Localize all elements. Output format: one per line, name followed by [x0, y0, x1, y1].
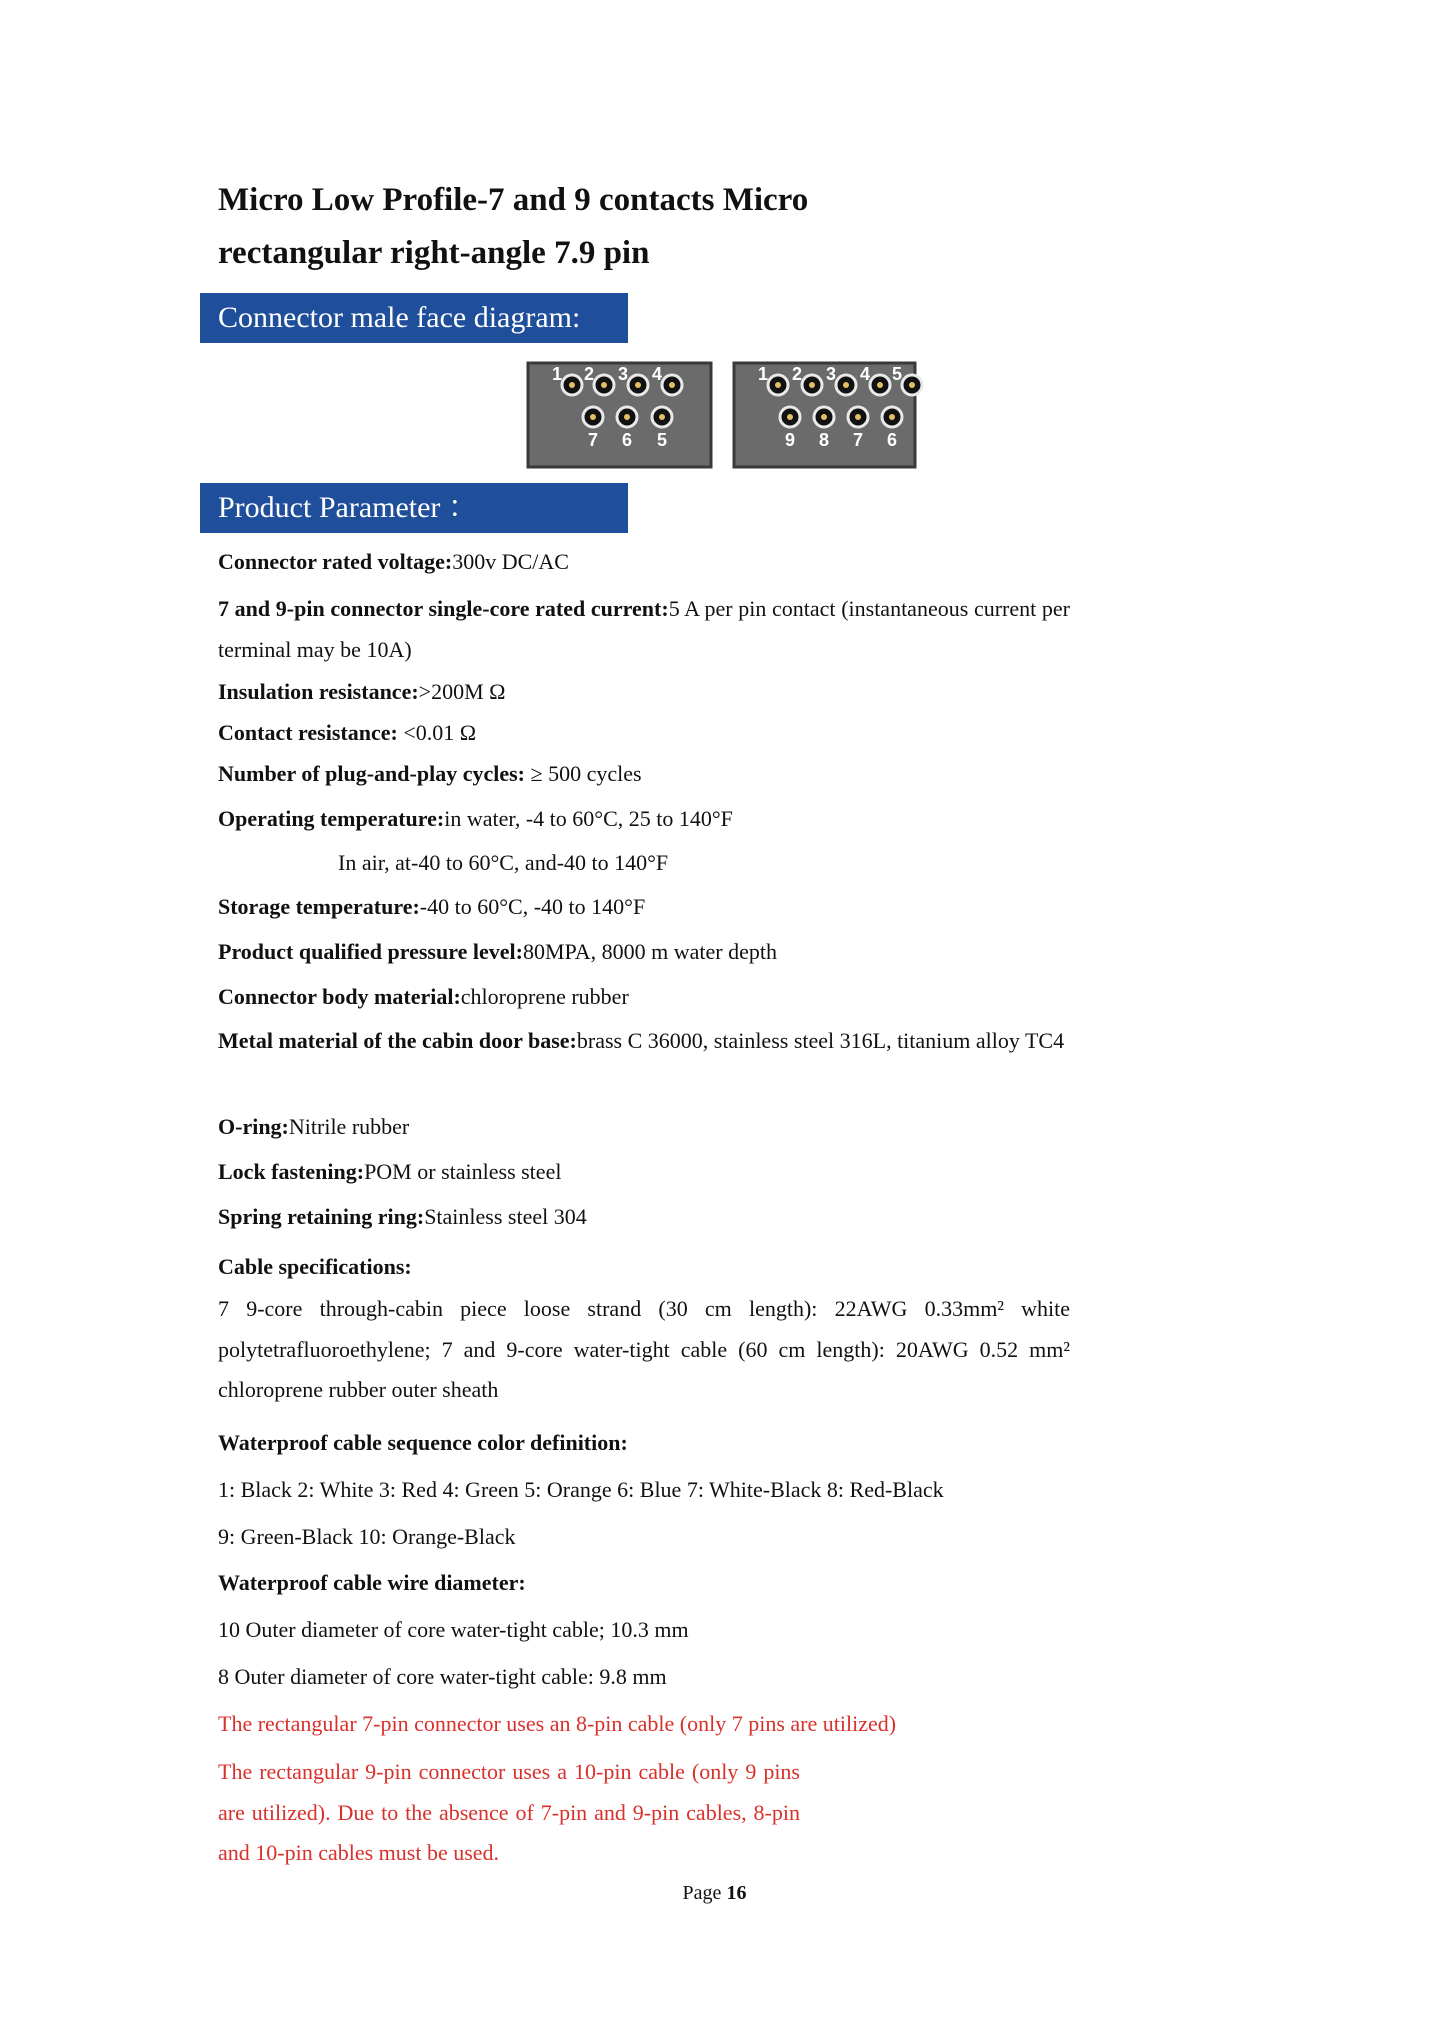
- pin9-top-1-center: [775, 382, 781, 388]
- param-operating-temp-label: Operating temperature:: [218, 806, 445, 831]
- param-operating-temp: [218, 804, 733, 834]
- note-7pin: The rectangular 7-pin connector uses an 8-pin cable (only 7 pins are utilized): [218, 1711, 897, 1736]
- section-banner-diagram: Connector male face diagram:: [200, 293, 628, 343]
- pin9-bottom-7-label: 7: [852, 430, 864, 450]
- pin9-top-4-label: 4: [859, 364, 871, 384]
- pin9-top-5-label: 5: [891, 364, 903, 384]
- pin7-top-1-label: 1: [551, 364, 563, 384]
- param-cycles-label: Number of plug-and-play cycles:: [218, 761, 525, 786]
- pin9-bottom-9-label: 9: [784, 430, 796, 450]
- cable-diameter-heading: Waterproof cable wire diameter:: [218, 1570, 526, 1595]
- note-9pin: The rectangular 9-pin connector uses a 10-pin cable (only 9 pins are utilized). Due to the absence of 7-pin and 9-pin cables, 8-pin and 10-pin cables must be used.: [218, 1759, 800, 1865]
- param-pressure: [218, 937, 777, 967]
- param-body-material: [218, 982, 629, 1012]
- cable-color-line2: 9: Green-Black 10: Orange-Black: [218, 1524, 516, 1549]
- page-footer: [0, 1882, 1429, 1905]
- param-voltage-label: Connector rated voltage:: [218, 549, 453, 574]
- pin9-top-3-center: [843, 382, 849, 388]
- param-storage-temp-value: -40 to 60°C, -40 to 140°F: [419, 894, 646, 919]
- param-lock-value: POM or stainless steel: [364, 1159, 562, 1184]
- connector-face-diagram: [0, 0, 1429, 480]
- pin9-bottom-7-center: [855, 414, 861, 420]
- param-operating-temp-value: in water, -4 to 60°C, 25 to 140°F: [444, 806, 733, 831]
- param-pressure-value: 80MPA, 8000 m water depth: [522, 939, 777, 964]
- pin7-bottom-5-center: [659, 414, 665, 420]
- param-pressure-label: Product qualified pressure level:: [218, 939, 523, 964]
- pin7-top-3-label: 3: [617, 364, 629, 384]
- pin9-top-2-label: 2: [791, 364, 803, 384]
- cable-spec-text: 7 9-core through-cabin piece loose strand (30 cm length): 22AWG 0.33mm² white polytetrafluoroethylene; 7 and 9-core water-tight cable (60 cm length): 20AWG 0.52 mm² chloroprene rubber outer sheath: [218, 1296, 1070, 1402]
- param-metal-material-label: Metal material of the cabin door base:: [218, 1028, 577, 1053]
- pin7-top-3-center: [635, 382, 641, 388]
- param-contact-label: Contact resistance:: [218, 720, 404, 745]
- pin9-bottom-9-center: [787, 414, 793, 420]
- cable-color-line1: 1: Black 2: White 3: Red 4: Green 5: Orange 6: Blue 7: White-Black 8: Red-Black: [218, 1477, 944, 1502]
- section-banner-params: Product Parameter ：: [200, 483, 628, 533]
- param-cycles-value: ≥ 500 cycles: [530, 761, 642, 786]
- param-storage-temp: [218, 892, 645, 922]
- pin7-bottom-7-center: [590, 414, 596, 420]
- pin9-top-4-center: [877, 382, 883, 388]
- cable-diameter-line2: 8 Outer diameter of core water-tight cable: 9.8 mm: [218, 1664, 667, 1689]
- pin9-bottom-6-center: [889, 414, 895, 420]
- cable-diameter-line1: 10 Outer diameter of core water-tight cable; 10.3 mm: [218, 1617, 689, 1642]
- param-current: [218, 589, 1070, 670]
- pin7-top-1-center: [569, 382, 575, 388]
- param-lock: [218, 1157, 561, 1187]
- param-lock-label: Lock fastening:: [218, 1159, 365, 1184]
- pin7-top-2-label: 2: [583, 364, 595, 384]
- param-spring: [218, 1202, 587, 1232]
- param-insulation: [218, 677, 506, 707]
- cable-spec-heading: Cable specifications:: [218, 1254, 412, 1279]
- param-oring: [218, 1112, 409, 1142]
- param-storage-temp-label: Storage temperature:: [218, 894, 420, 919]
- page-label: Page: [682, 1882, 727, 1904]
- page-title-line2: rectangular right-angle 7.9 pin: [218, 235, 650, 271]
- param-voltage: [218, 547, 569, 577]
- param-voltage-value: 300v DC/AC: [452, 549, 569, 574]
- pin7-bottom-6-center: [624, 414, 630, 420]
- pin7-bottom-5-label: 5: [656, 430, 668, 450]
- pin7-top-4-center: [669, 382, 675, 388]
- param-current-value: 5 A per pin contact (instantaneous current per terminal may be 10A): [218, 596, 1070, 662]
- pin9-top-3-label: 3: [825, 364, 837, 384]
- param-body-material-label: Connector body material:: [218, 984, 461, 1009]
- param-cycles: [218, 759, 642, 789]
- param-insulation-value: >200M Ω: [418, 679, 506, 704]
- param-insulation-label: Insulation resistance:: [218, 679, 419, 704]
- param-current-label: 7 and 9-pin connector single-core rated current:: [218, 596, 669, 621]
- param-oring-label: O-ring:: [218, 1114, 289, 1139]
- pin9-bottom-6-label: 6: [886, 430, 898, 450]
- param-body-material-value: chloroprene rubber: [460, 984, 629, 1009]
- pin9-top-5-center: [909, 382, 915, 388]
- param-contact: [218, 718, 476, 748]
- pin9-bottom-8-center: [821, 414, 827, 420]
- pin7-top-4-label: 4: [651, 364, 663, 384]
- param-metal-material: [218, 1021, 1070, 1062]
- param-operating-temp-air: In air, at-40 to 60°C, and-40 to 140°F: [338, 850, 669, 875]
- pin7-top-2-center: [601, 382, 607, 388]
- page-title-line1: Micro Low Profile-7 and 9 contacts Micro: [218, 182, 809, 218]
- param-oring-value: Nitrile rubber: [288, 1114, 410, 1139]
- pin9-bottom-8-label: 8: [818, 430, 830, 450]
- param-spring-label: Spring retaining ring:: [218, 1204, 425, 1229]
- param-spring-value: Stainless steel 304: [424, 1204, 587, 1229]
- pin7-bottom-6-label: 6: [621, 430, 633, 450]
- param-contact-value: <0.01 Ω: [403, 720, 477, 745]
- cable-color-heading: Waterproof cable sequence color definition:: [218, 1430, 628, 1455]
- pin7-bottom-7-label: 7: [587, 430, 599, 450]
- pin9-top-1-label: 1: [757, 364, 769, 384]
- pin9-top-2-center: [809, 382, 815, 388]
- param-metal-material-value: brass C 36000, stainless steel 316L, titanium alloy TC4: [576, 1028, 1065, 1053]
- page-number: 16: [726, 1882, 747, 1904]
